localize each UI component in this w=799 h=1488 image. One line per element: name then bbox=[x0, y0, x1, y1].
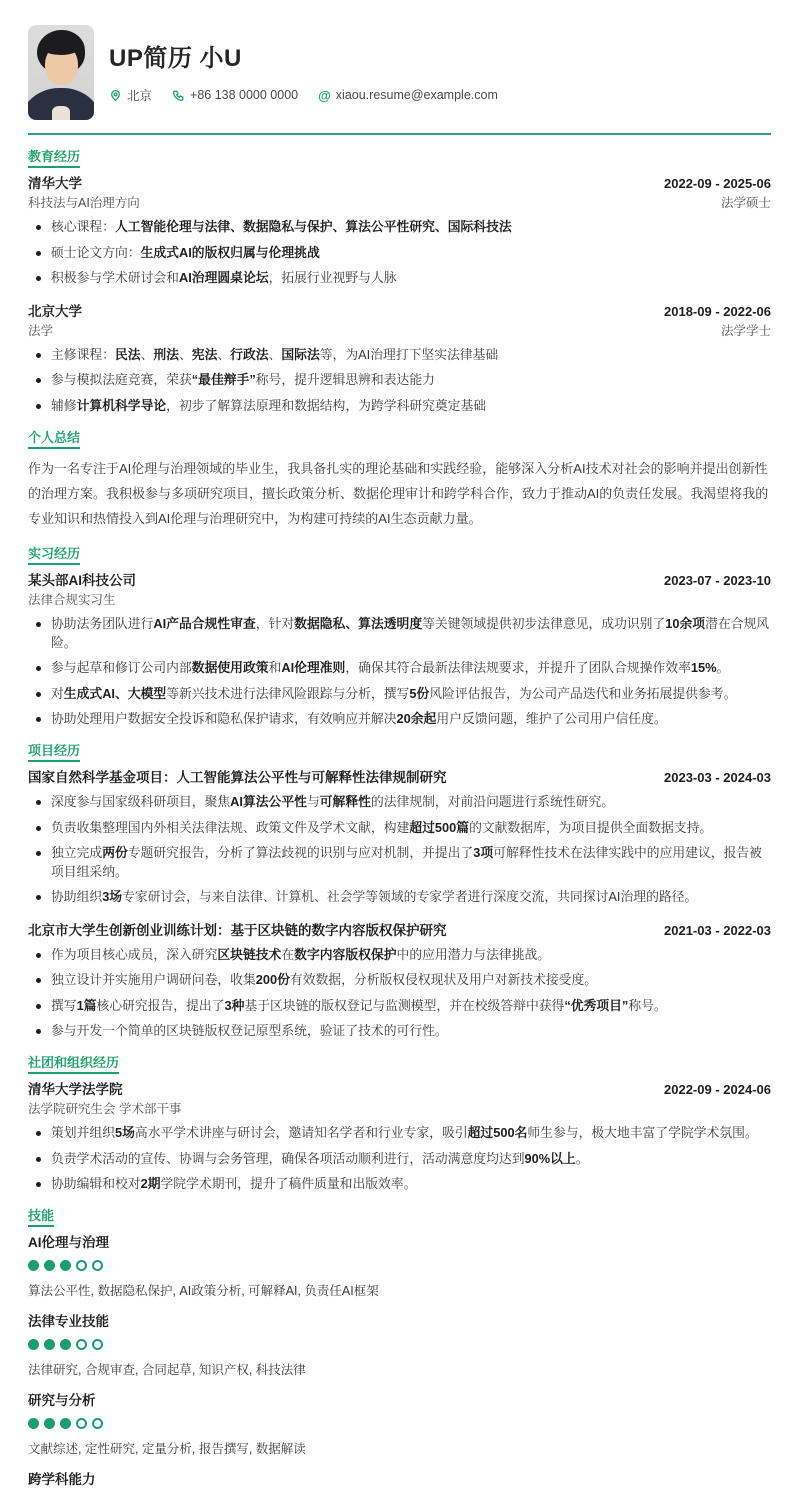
bullet-item: 主修课程：民法、刑法、宪法、行政法、国际法等，为AI治理打下坚实法律基础 bbox=[28, 346, 771, 365]
internship-entry bbox=[28, 569, 771, 729]
entry-date: 2023-07 - 2023-10 bbox=[664, 573, 771, 589]
bullet-item: 负责学术活动的宣传、协调与会务管理，确保各项活动顺利进行，活动满意度均达到90%以上。 bbox=[28, 1150, 771, 1169]
bullet-item: 负责收集整理国内外相关法律法规、政策文件及学术文献，构建超过500篇的文献数据库，为项目提供全面数据支持。 bbox=[28, 819, 771, 838]
bullet-item: 策划并组织5场高水平学术讲座与研讨会，邀请知名学者和行业专家，吸引超过500名师生参与，极大地丰富了学院学术氛围。 bbox=[28, 1124, 771, 1143]
skill-dot bbox=[60, 1339, 71, 1350]
bullet-item: 独立完成两份专题研究报告，分析了算法歧视的识别与应对机制，并提出了3项可解释性技术在法律实践中的应用建议，报告被项目组采纳。 bbox=[28, 844, 771, 881]
contact-email bbox=[318, 88, 498, 103]
contact-location bbox=[109, 86, 152, 104]
bullet-list bbox=[28, 946, 771, 1041]
entry-subtitle: 科技法与AI治理方向 bbox=[28, 196, 140, 211]
section-heading-skills: 技能 bbox=[28, 1208, 54, 1227]
entry-degree: 法学学士 bbox=[720, 323, 771, 338]
bullet-item: 协助组织3场专家研讨会，与来自法律、计算机、社会学等领域的专家学者进行深度交流，共同探讨AI治理的路径。 bbox=[28, 888, 771, 907]
skill-keywords: 算法公平性, 数据隐私保护, AI政策分析, 可解释AI, 负责任AI框架 bbox=[28, 1284, 379, 1299]
skill-item bbox=[28, 1310, 771, 1378]
candidate-name: UP简历 小U bbox=[109, 45, 242, 72]
skill-dot bbox=[28, 1418, 39, 1429]
bullet-item: 参与模拟法庭竞赛，荣获“最佳辩手”称号，提升逻辑思辨和表达能力 bbox=[28, 371, 771, 390]
skill-dot bbox=[44, 1339, 55, 1350]
bullet-item: 深度参与国家级科研项目，聚焦AI算法公平性与可解释性的法律规制，对前沿问题进行系统性研究。 bbox=[28, 793, 771, 812]
skill-rating-dots bbox=[28, 1260, 771, 1271]
entry-subtitle: 法律合规实习生 bbox=[28, 593, 116, 608]
section-education bbox=[28, 148, 771, 416]
section-organizations bbox=[28, 1054, 771, 1194]
bullet-item: 硕士论文方向：生成式AI的版权归属与伦理挑战 bbox=[28, 244, 771, 263]
entry-subtitle: 法学院研究生会 学术部干事 bbox=[28, 1102, 182, 1117]
entry-title: 某头部AI科技公司 bbox=[28, 573, 136, 589]
skill-item bbox=[28, 1231, 771, 1299]
skill-dot bbox=[44, 1418, 55, 1429]
skill-dot bbox=[60, 1260, 71, 1271]
skill-item bbox=[28, 1468, 771, 1488]
entry-date: 2023-03 - 2024-03 bbox=[664, 770, 771, 786]
contact-phone bbox=[172, 88, 298, 102]
entry-title: 北京市大学生创新创业训练计划：基于区块链的数字内容版权保护研究 bbox=[28, 922, 447, 938]
header-info bbox=[109, 25, 498, 120]
entry-title: 北京大学 bbox=[28, 303, 82, 319]
location-text: 北京 bbox=[127, 89, 153, 103]
skill-dot bbox=[28, 1260, 39, 1271]
entry-date: 2018-09 - 2022-06 bbox=[664, 303, 771, 319]
skill-name: 法律专业技能 bbox=[28, 1314, 109, 1330]
bullet-item: 作为项目核心成员，深入研究区块链技术在数字内容版权保护中的应用潜力与法律挑战。 bbox=[28, 946, 771, 965]
bullet-item: 协助处理用户数据安全投诉和隐私保护请求，有效响应并解决20余起用户反馈问题，维护了公司用户信任度。 bbox=[28, 710, 771, 729]
bullet-item: 积极参与学术研讨会和AI治理圆桌论坛，拓展行业视野与人脉 bbox=[28, 269, 771, 288]
bullet-list bbox=[28, 1124, 771, 1194]
skill-dot bbox=[28, 1339, 39, 1350]
skill-dot bbox=[76, 1418, 87, 1429]
section-heading-projects: 项目经历 bbox=[28, 743, 80, 762]
skill-dot bbox=[76, 1260, 87, 1271]
bullet-item: 协助法务团队进行AI产品合规性审查，针对数据隐私、算法透明度等关键领域提供初步法律意见，成功识别了10余项潜在合规风险。 bbox=[28, 615, 771, 652]
section-skills bbox=[28, 1207, 771, 1488]
skill-name: AI伦理与治理 bbox=[28, 1235, 109, 1251]
skill-item bbox=[28, 1389, 771, 1457]
section-heading-organizations: 社团和组织经历 bbox=[28, 1055, 119, 1074]
bullet-item: 辅修计算机科学导论，初步了解算法原理和数据结构，为跨学科研究奠定基础 bbox=[28, 397, 771, 416]
section-heading-education: 教育经历 bbox=[28, 149, 80, 168]
phone-text: +86 138 0000 0000 bbox=[190, 88, 299, 102]
skill-dot bbox=[44, 1260, 55, 1271]
entry-title: 清华大学 bbox=[28, 176, 82, 192]
bullet-list bbox=[28, 346, 771, 416]
header-divider bbox=[28, 133, 771, 135]
resume-header bbox=[28, 25, 771, 120]
skill-keywords: 法律研究, 合规审查, 合同起草, 知识产权, 科技法律 bbox=[28, 1363, 306, 1378]
education-entry bbox=[28, 300, 771, 416]
entry-subtitle: 法学 bbox=[28, 323, 54, 338]
contact-row bbox=[109, 86, 498, 104]
organization-entry bbox=[28, 1078, 771, 1194]
skill-dot bbox=[76, 1339, 87, 1350]
skill-name: 跨学科能力 bbox=[28, 1472, 96, 1488]
project-entry bbox=[28, 766, 771, 907]
bullet-list bbox=[28, 793, 771, 907]
skill-dot bbox=[92, 1339, 103, 1350]
entry-title: 清华大学法学院 bbox=[28, 1082, 123, 1098]
project-entry bbox=[28, 919, 771, 1041]
entry-date: 2022-09 - 2024-06 bbox=[664, 1082, 771, 1098]
skill-dot bbox=[92, 1418, 103, 1429]
section-summary bbox=[28, 429, 771, 532]
photo-tee-shape bbox=[52, 106, 70, 120]
skill-rating-dots bbox=[28, 1418, 771, 1429]
skill-dot bbox=[60, 1418, 71, 1429]
bullet-item: 协助编辑和校对2期学院学术期刊，提升了稿件质量和出版效率。 bbox=[28, 1175, 771, 1194]
entry-title: 国家自然科学基金项目：人工智能算法公平性与可解释性法律规制研究 bbox=[28, 770, 447, 786]
skill-name: 研究与分析 bbox=[28, 1393, 96, 1409]
skill-dot bbox=[92, 1260, 103, 1271]
bullet-item: 参与开发一个简单的区块链版权登记原型系统，验证了技术的可行性。 bbox=[28, 1022, 771, 1041]
entry-degree: 法学硕士 bbox=[720, 196, 771, 211]
summary-text: 作为一名专注于AI伦理与治理领域的毕业生，我具备扎实的理论基础和实践经验，能够深入分析AI技术对社会的影响并提出创新性的治理方案。我积极参与多项研究项目，擅长政策分析、数据伦理审计和跨学科合作，致力于推动AI的负责任发展。我渴望将我的专业知识和热情投入到AI伦理与治理研究中，为构建可持续的AI生态贡献力量。 bbox=[28, 460, 769, 527]
profile-photo bbox=[28, 25, 94, 120]
entry-date: 2021-03 - 2022-03 bbox=[664, 922, 771, 938]
bullet-item: 参与起草和修订公司内部数据使用政策和AI伦理准则，确保其符合最新法律法规要求，并提升了团队合规操作效率15%。 bbox=[28, 659, 771, 678]
email-text: xiaou.resume@example.com bbox=[335, 88, 498, 102]
email-at-icon: @ bbox=[318, 87, 331, 103]
bullet-list bbox=[28, 218, 771, 288]
section-projects bbox=[28, 742, 771, 1041]
phone-icon bbox=[172, 89, 185, 102]
section-heading-summary: 个人总结 bbox=[28, 430, 80, 449]
bullet-item: 核心课程：人工智能伦理与法律、数据隐私与保护、算法公平性研究、国际科技法 bbox=[28, 218, 771, 237]
skill-keywords: 文献综述, 定性研究, 定量分析, 报告撰写, 数据解读 bbox=[28, 1442, 306, 1457]
skill-rating-dots bbox=[28, 1339, 771, 1350]
section-internship bbox=[28, 545, 771, 729]
section-heading-internship: 实习经历 bbox=[28, 546, 80, 565]
bullet-item: 撰写1篇核心研究报告，提出了3种基于区块链的版权登记与监测模型，并在校级答辩中获得“优秀项目”称号。 bbox=[28, 997, 771, 1016]
location-pin-icon bbox=[109, 89, 122, 102]
bullet-item: 独立设计并实施用户调研问卷，收集200份有效数据，分析版权侵权现状及用户对新技术接受度。 bbox=[28, 971, 771, 990]
education-entry bbox=[28, 172, 771, 288]
bullet-list bbox=[28, 615, 771, 729]
entry-date: 2022-09 - 2025-06 bbox=[664, 176, 771, 192]
bullet-item: 对生成式AI、大模型等新兴技术进行法律风险跟踪与分析，撰写5份风险评估报告，为公司产品迭代和业务拓展提供参考。 bbox=[28, 685, 771, 704]
